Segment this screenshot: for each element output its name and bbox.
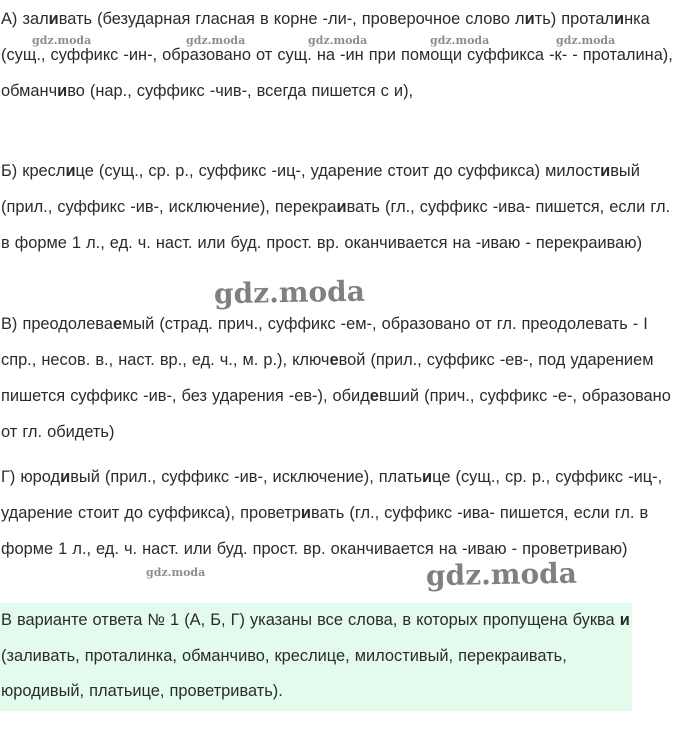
highlight-letter: е xyxy=(112,315,123,333)
watermark-small: gdz.moda xyxy=(32,34,92,47)
text-d-5: це (сущ., ср. р., суффикс -иц-, ударение стоит до суффикса), провет xyxy=(1,468,663,522)
text-d-8: вать (гл., суффикс -ива- пишется, если гл. в форме 1 л., ед. ч. наст. или буд. прост. вр. оканчивается на -иваю - проветриваю) xyxy=(1,504,649,558)
answer-text-2: (заливать, проталинка, обманчиво, креслице, милостивый, перекраивать, юродивый, платьице, проветривать). xyxy=(1,646,567,700)
highlight-letter: и xyxy=(57,82,68,100)
answer-text-1: В варианте ответа № 1 (А, Б, Г) указаны все слова, в которых пропущена буква xyxy=(1,611,620,629)
text-a-3: ть) протал xyxy=(534,10,614,28)
highlight-letter: е xyxy=(329,351,339,369)
text-a-2: вать (безударная гласная в корне -ли-, проверочное слово л xyxy=(58,10,525,28)
highlight-letter: и xyxy=(300,504,311,522)
text-c-4: вший (прич., суффикс -е-, образовано от гл. обидеть) xyxy=(1,387,671,441)
text-d-6: р xyxy=(291,504,301,522)
text-c-2: мый (страд. прич., суффикс -ем-, образовано от гл. преодолевать - I спр., несов. в., наст. вр., ед. ч., м. р.), ключ xyxy=(1,315,648,369)
highlight-letter: и xyxy=(48,10,59,28)
text-d-3: вый (прил., суффикс -ив-, исключение), плать xyxy=(70,468,423,486)
watermark-small: gdz.moda xyxy=(430,34,490,47)
paragraph-d xyxy=(0,459,679,567)
highlight-letter: е xyxy=(369,387,379,405)
text-c-1: В) преодолева xyxy=(1,315,113,333)
watermark-small: gdz.moda xyxy=(146,566,206,579)
paragraph-b xyxy=(0,153,679,261)
highlight-letter: и xyxy=(422,468,433,486)
text-a-1: А) зал xyxy=(1,10,49,28)
watermark-big: gdz.moda xyxy=(425,556,578,593)
paragraph-a xyxy=(0,1,677,109)
text-d-1: Г) юрод xyxy=(1,468,61,486)
answer-text xyxy=(0,603,633,710)
highlight-letter: и xyxy=(60,468,71,486)
watermark-small: gdz.moda xyxy=(556,34,616,47)
text-a-5: во (нар., суффикс -чив-, всегда пишется с и), xyxy=(67,82,414,100)
highlight-letter: и xyxy=(336,198,347,216)
highlight-letter: и xyxy=(619,611,630,629)
text-b-4: вать (гл., суффикс -ива- пишется, если гл. в форме 1 л., ед. ч. наст. или буд. прост. вр. оканчивается на -иваю - перекраиваю) xyxy=(1,198,671,252)
text-b-2: це (сущ., ср. р., суффикс -иц-, ударение стоит до суффикса) милост xyxy=(75,162,601,180)
paragraph-c xyxy=(0,306,679,450)
answer-box xyxy=(0,603,632,711)
text-b-3: вый (прил., суффикс -ив-, исключение), перекра xyxy=(1,162,640,216)
watermark-small: gdz.moda xyxy=(308,34,368,47)
highlight-letter: и xyxy=(65,162,76,180)
text-a-4: нка (сущ., суффикс -ин-, образовано от сущ. на -ин при помощи суффикса -к- - проталина), обманч xyxy=(1,10,673,100)
text-c-3: вой (прил., суффикс -ев-, под ударением пишется суффикс -ив-, без ударения -ев-), обид xyxy=(1,351,654,405)
highlight-letter: и xyxy=(614,10,625,28)
watermark-small: gdz.moda xyxy=(186,34,246,47)
highlight-letter: и xyxy=(524,10,535,28)
watermark-big: gdz.moda xyxy=(213,274,366,311)
highlight-letter: и xyxy=(600,162,611,180)
text-b-1: Б) кресл xyxy=(1,162,66,180)
